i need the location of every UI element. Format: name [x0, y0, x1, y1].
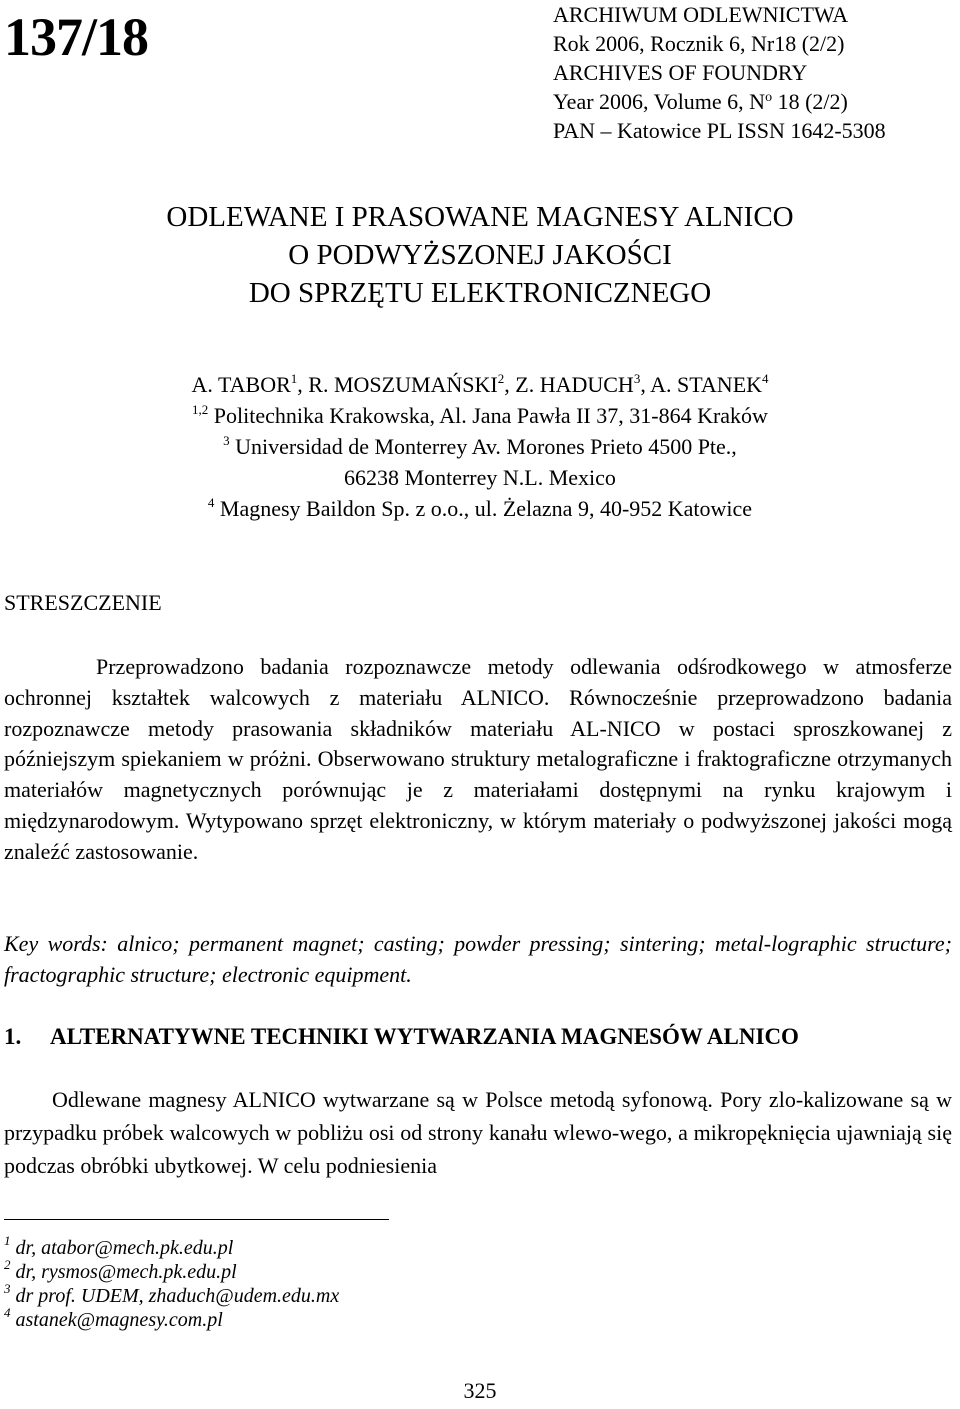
title-line-2: O PODWYŻSZONEJ JAKOŚCI	[288, 239, 672, 271]
footnote-divider	[4, 1219, 389, 1220]
title-line-1: ODLEWANE I PRASOWANE MAGNESY ALNICO	[166, 201, 794, 233]
journal-header	[553, 0, 886, 145]
section-number: 1.	[4, 1024, 22, 1049]
affiliation-2: $^3$ Universidad de Monterrey Av. Morones Prieto 4500 Pte.,	[223, 433, 737, 459]
paper-title	[0, 198, 960, 312]
footnotes	[4, 1233, 340, 1332]
journal-name-pl: ARCHIWUM ODLEWNICTWA	[553, 2, 849, 27]
authors-block	[0, 369, 960, 524]
affiliation-2-cont: 66238 Monterrey N.L. Mexico	[344, 465, 616, 490]
author-list: A. TABOR$^1$, R. MOSZUMAŃSKI$^2$, Z. HADUCH$^3$, A. STANEK$^4$	[191, 371, 769, 397]
affiliation-1: $^{1,2}$ Politechnika Krakowska, Al. Jana Pawła II 37, 31-864 Kraków	[192, 402, 768, 428]
paper-id: 137/18	[4, 7, 149, 67]
title-line-3: DO SPRZĘTU ELEKTRONICZNEGO	[248, 277, 712, 309]
page-number: 325	[463, 1378, 497, 1403]
journal-issue-en: Year 2006, Volume 6, $N^o$ 18 (2/2)	[553, 89, 848, 114]
journal-issn: PAN – Katowice PL ISSN 1642-5308	[553, 118, 886, 143]
keywords: Key words: alnico; permanent magnet; casting; powder pressing; sintering; metal-lographic structure; fractographic structure; electronic equipment.	[4, 931, 952, 987]
footnote-1: $^1$ dr, atabor@mech.pk.edu.pl	[4, 1233, 234, 1259]
abstract-heading: STRESZCZENIE	[4, 590, 162, 615]
affiliation-3: $^4$ Magnesy Baildon Sp. z o.o., ul. Żelazna 9, 40-952 Katowice	[207, 495, 753, 521]
abstract-text: Przeprowadzono badania rozpoznawcze metody odlewania odśrodkowego w atmosferze ochronnej kształtek walcowych z materiału ALNICO. Równocześnie przeprowadzono badania rozpoznawcze metody prasowania składników materiału AL-NICO w postaci sproszkowanej z późniejszym spiekaniem w próżni. Obserwowano struktury metalograficzne i fraktograficzne otrzymanych materiałów magnetycznych porównując je z materiałami dostępnymi na rynku krajowym i międzynarodowym. Wytypowano sprzęt elektroniczny, w którym materiały o podwyższonej jakości mogą znaleźć zastosowanie.	[4, 654, 952, 864]
footnote-3: $^3$ dr prof. UDEM, zhaduch@udem.edu.mx	[4, 1281, 340, 1307]
section-body-text: Odlewane magnesy ALNICO wytwarzane są w Polsce metodą syfonową. Pory zlo-kalizowane są w przypadku próbek walcowych w pobliżu osi od strony kanału wlewo-wego, a mikropęknięcia ujawniają się podczas obróbki ubytkowej. W celu podniesienia	[4, 1087, 952, 1178]
footnote-4: $^4$ astanek@magnesy.com.pl	[4, 1305, 223, 1331]
section-title: ALTERNATYWNE TECHNIKI WYTWARZANIA MAGNESÓW ALNICO	[50, 1024, 799, 1049]
footnote-2: $^2$ dr, rysmos@mech.pk.edu.pl	[4, 1257, 237, 1283]
section-heading	[4, 1021, 954, 1053]
journal-issue-pl: Rok 2006, Rocznik 6, Nr18 (2/2)	[553, 31, 845, 56]
journal-name-en: ARCHIVES OF FOUNDRY	[553, 60, 808, 85]
